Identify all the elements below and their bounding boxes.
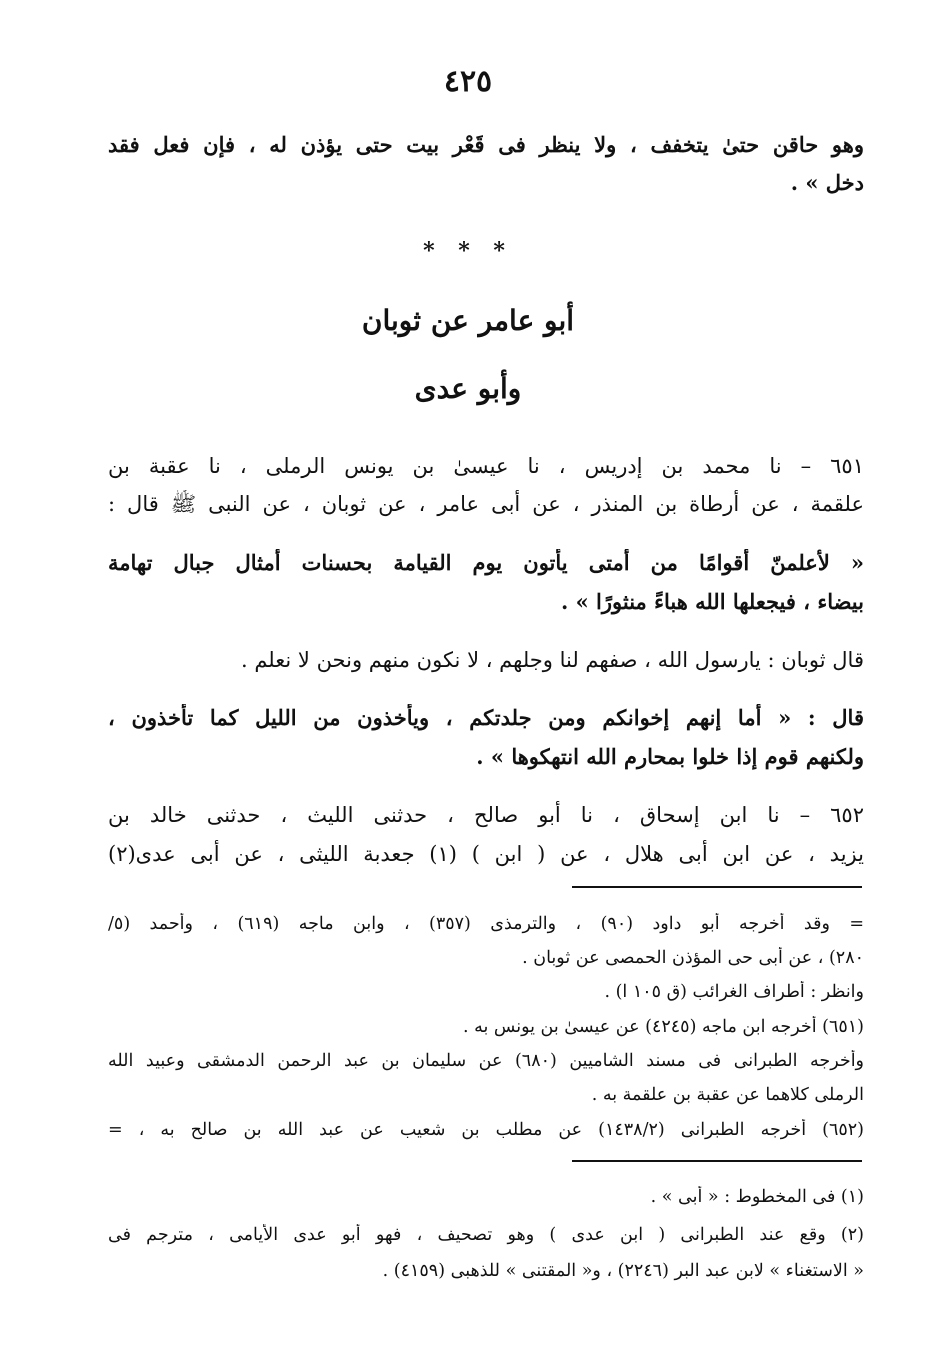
takhrij-line-5: وأخرجه الطبرانى فى مسند الشاميين (٦٨٠) عن سليمان بن عبد الرحمن الدمشقى وعبيد الله [108,1051,864,1071]
intro-line-2: دخل » . [790,170,864,195]
section-separator: * * * [423,238,513,264]
section-subtitle: وأبو عدى [414,372,522,405]
footnote-separator-2 [572,1160,862,1162]
hadith-652-isnad-line-1: ٦٥٢ – نا ابن إسحاق ، نا أبو صالح ، حدثنى الليث ، حدثنى خالد بن [108,803,864,827]
hadith-651-reply-line-2: ولكنهم قوم إذا خلوا بمحارم الله انتهكوها » . [476,744,864,769]
hadith-651-reply-line-1: قال : « أما إنهم إخوانكم ومن جلدتكم ، ويأخذون من الليل كما تأخذون ، [108,705,864,730]
hadith-651-matn-line-1: « لأعلمنّ أقوامًا من أمتى يأتون يوم القيامة بحسنات أمثال جبال تهامة [108,550,864,575]
hadith-651-isnad-line-1: ٦٥١ – نا محمد بن إدريس ، نا عيسىٰ بن يونس الرملى ، نا عقبة بن [108,454,864,478]
footnote-2-line-2: « الاستغناء » لابن عبد البر (٢٢٤٦) ، و« المقتنى » للذهبى (٤١٥٩) . [382,1261,864,1281]
section-title: أبو عامر عن ثوبان [361,304,575,337]
takhrij-line-6: الرملى كلاهما عن عقبة بن علقمة به . [591,1085,864,1105]
takhrij-line-7: (٦٥٢) أخرجه الطبرانى (١٤٣٨/٢) عن مطلب بن شعيب عن عبد الله بن صالح به ، = [108,1120,864,1140]
hadith-651-matn-line-2: بيضاء ، فيجعلها الله هباءً منثورًا » . [560,589,864,614]
intro-line-1: وهو حاقن حتىٰ يتخفف ، ولا ينظر فى قَعْر بيت حتى يؤذن له ، فإن فعل فقد [108,132,864,157]
takhrij-line-3: وانظر : أطراف الغرائب (ق ١٠٥ ا) . [604,982,864,1002]
hadith-651-isnad-line-2: علقمة ، عن أرطاة بن المنذر ، عن أبى عامر ، عن ثوبان ، عن النبى ﷺ قال : [108,492,864,516]
page-number: ٤٢٥ [443,64,493,99]
footnote-separator-1 [572,886,862,888]
footnote-2-line-1: (٢) وقع عند الطبرانى ( ابن عدى ) وهو تصحيف ، فهو أبو عدى الأيامى ، مترجم فى [108,1225,864,1245]
takhrij-line-2: ٢٨٠) ، عن أبى حى المؤذن الحمصى عن ثوبان . [522,948,864,968]
hadith-651-thawban-question: قال ثوبان : يارسول الله ، صفهم لنا وجلهم ، لا نكون منهم ونحن لا نعلم . [240,648,864,672]
takhrij-line-1: = وقد أخرجه أبو داود (٩٠) ، والترمذى (٣٥٧) ، وابن ماجه (٦١٩) ، وأحمد (٥/ [108,914,864,934]
takhrij-line-4: (٦٥١) أخرجه ابن ماجه (٤٢٤٥) عن عيسىٰ بن يونس به . [462,1017,864,1037]
hadith-652-isnad-line-2: يزيد ، عن ابن أبى هلال ، عن ( ابن ) (١) جعدبة الليثى ، عن أبى عدى(٢) [108,842,864,866]
footnote-1: (١) فى المخطوط : « أبى » . [650,1187,864,1207]
